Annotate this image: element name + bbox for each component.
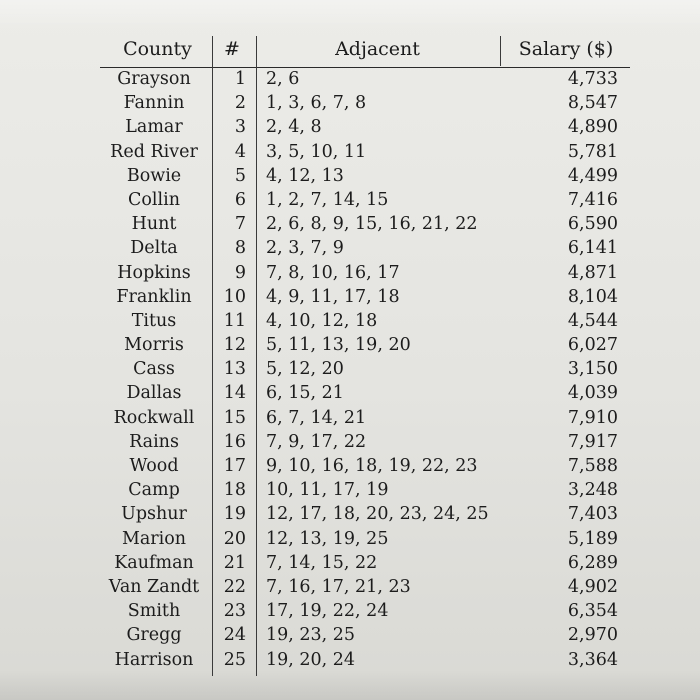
number-cell: 6 <box>234 189 246 210</box>
table-row <box>100 164 630 188</box>
salary-cell: 4,890 <box>567 117 618 138</box>
salary-cell: 8,547 <box>567 93 618 114</box>
salary-cell: 7,917 <box>567 431 618 452</box>
photo-lighting-bottom <box>0 670 700 700</box>
salary-cell: 6,027 <box>567 335 618 356</box>
number-cell: 12 <box>223 335 246 356</box>
number-cell: 2 <box>234 93 246 114</box>
county-cell: Gregg <box>126 625 182 646</box>
county-cell: Franklin <box>116 286 192 307</box>
number-cell: 8 <box>234 238 246 259</box>
number-cell: 15 <box>223 407 246 428</box>
adjacent-cell: 5, 11, 13, 19, 20 <box>266 335 411 356</box>
table-row <box>100 648 630 672</box>
table-row <box>100 454 630 478</box>
header-county: County <box>123 38 192 60</box>
salary-cell: 6,354 <box>567 601 618 622</box>
salary-cell: 6,590 <box>567 214 618 235</box>
county-cell: Wood <box>129 456 179 476</box>
salary-cell: 8,104 <box>567 286 618 307</box>
number-cell: 10 <box>223 286 246 307</box>
number-cell: 24 <box>223 625 246 646</box>
adjacent-cell: 19, 23, 25 <box>266 625 356 646</box>
number-cell: 22 <box>223 576 246 597</box>
salary-cell: 7,403 <box>567 504 618 525</box>
salary-cell: 4,733 <box>567 69 618 89</box>
table-header <box>100 34 630 68</box>
table-row <box>100 381 630 405</box>
adjacent-cell: 2, 3, 7, 9 <box>266 238 344 259</box>
county-cell: Hunt <box>131 214 177 235</box>
salary-cell: 5,781 <box>567 141 618 162</box>
table-row <box>100 212 630 236</box>
photo-lighting-top <box>0 0 700 30</box>
adjacent-cell: 2, 6 <box>266 69 300 89</box>
adjacent-cell: 17, 19, 22, 24 <box>266 601 389 622</box>
table-row <box>100 67 630 91</box>
number-cell: 21 <box>223 552 246 573</box>
header-salary: Salary ($) <box>518 38 614 60</box>
table-row <box>100 599 630 623</box>
table-row <box>100 285 630 309</box>
adjacent-cell: 6, 7, 14, 21 <box>266 407 367 428</box>
table-row <box>100 236 630 260</box>
number-cell: 16 <box>223 431 246 452</box>
county-cell: Kaufman <box>114 552 194 573</box>
adjacent-cell: 4, 12, 13 <box>266 165 344 186</box>
county-cell: Bowie <box>126 165 182 186</box>
salary-cell: 7,910 <box>567 407 618 428</box>
adjacent-cell: 7, 16, 17, 21, 23 <box>266 576 411 597</box>
adjacent-cell: 12, 17, 18, 20, 23, 24, 25 <box>266 504 489 525</box>
number-cell: 5 <box>234 165 246 186</box>
adjacent-cell: 7, 9, 17, 22 <box>266 431 367 452</box>
salary-cell: 3,150 <box>567 359 618 380</box>
adjacent-cell: 3, 5, 10, 11 <box>266 141 367 162</box>
column-divider-adjacent <box>500 36 501 66</box>
header-adjacent: Adjacent <box>335 38 420 60</box>
salary-cell: 3,248 <box>567 480 618 501</box>
table-row <box>100 91 630 115</box>
adjacent-cell: 2, 4, 8 <box>266 117 322 138</box>
salary-cell: 4,871 <box>567 262 618 283</box>
number-cell: 19 <box>223 504 246 525</box>
adjacent-cell: 1, 2, 7, 14, 15 <box>266 189 389 210</box>
adjacent-cell: 4, 10, 12, 18 <box>266 310 378 331</box>
number-cell: 18 <box>223 480 246 501</box>
salary-cell: 4,039 <box>567 383 618 404</box>
county-cell: Red River <box>110 141 198 162</box>
county-cell: Cass <box>133 359 175 380</box>
table-row <box>100 406 630 430</box>
salary-cell: 2,970 <box>567 625 618 646</box>
county-cell: Fannin <box>123 93 185 114</box>
header-number: # <box>224 38 240 60</box>
salary-cell: 3,364 <box>567 649 618 670</box>
number-cell: 4 <box>234 141 246 162</box>
number-cell: 20 <box>223 528 246 549</box>
county-cell: Harrison <box>114 649 194 670</box>
county-cell: Hopkins <box>117 262 191 283</box>
adjacent-cell: 7, 14, 15, 22 <box>266 552 378 573</box>
table-row <box>100 623 630 647</box>
number-cell: 23 <box>223 601 246 622</box>
table-row <box>100 115 630 139</box>
table-row <box>100 478 630 502</box>
county-cell: Dallas <box>126 383 182 404</box>
table-row <box>100 357 630 381</box>
number-cell: 1 <box>234 69 246 89</box>
table-row <box>100 333 630 357</box>
county-cell: Marion <box>121 528 187 549</box>
salary-cell: 4,499 <box>567 165 618 186</box>
salary-cell: 4,544 <box>567 310 618 331</box>
county-cell: Camp <box>128 480 180 501</box>
salary-cell: 7,416 <box>567 189 618 210</box>
table-row <box>100 140 630 164</box>
adjacent-cell: 10, 11, 17, 19 <box>266 480 389 501</box>
county-cell: Collin <box>128 189 180 210</box>
table-row <box>100 527 630 551</box>
county-cell: Rains <box>129 431 179 452</box>
number-cell: 3 <box>234 117 246 138</box>
adjacent-cell: 9, 10, 16, 18, 19, 22, 23 <box>266 456 478 476</box>
table-row <box>100 430 630 454</box>
county-cell: Delta <box>130 238 178 259</box>
table-row <box>100 261 630 285</box>
county-cell: Lamar <box>125 117 183 138</box>
county-cell: Morris <box>124 335 184 356</box>
county-cell: Titus <box>131 310 177 331</box>
number-cell: 25 <box>223 649 246 670</box>
county-cell: Rockwall <box>113 407 195 428</box>
number-cell: 17 <box>223 456 246 476</box>
salary-cell: 6,141 <box>567 238 618 259</box>
county-cell: Upshur <box>121 504 187 525</box>
adjacent-cell: 6, 15, 21 <box>266 383 344 404</box>
table-row <box>100 188 630 212</box>
salary-cell: 4,902 <box>567 576 618 597</box>
table-row <box>100 575 630 599</box>
number-cell: 14 <box>223 383 246 404</box>
adjacent-cell: 2, 6, 8, 9, 15, 16, 21, 22 <box>266 214 478 235</box>
adjacent-cell: 1, 3, 6, 7, 8 <box>266 93 367 114</box>
salary-cell: 6,289 <box>567 552 618 573</box>
number-cell: 11 <box>223 310 246 331</box>
county-cell: Smith <box>127 601 181 622</box>
adjacent-cell: 12, 13, 19, 25 <box>266 528 389 549</box>
county-cell: Grayson <box>117 69 191 89</box>
salary-cell: 7,588 <box>567 456 618 476</box>
adjacent-cell: 4, 9, 11, 17, 18 <box>266 286 400 307</box>
table-row <box>100 551 630 575</box>
number-cell: 9 <box>234 262 246 283</box>
number-cell: 13 <box>223 359 246 380</box>
county-cell: Van Zandt <box>108 576 200 597</box>
table-body <box>100 67 630 672</box>
salary-cell: 5,189 <box>567 528 618 549</box>
table-row <box>100 502 630 526</box>
table-row <box>100 309 630 333</box>
adjacent-cell: 19, 20, 24 <box>266 649 356 670</box>
adjacent-cell: 7, 8, 10, 16, 17 <box>266 262 400 283</box>
number-cell: 7 <box>234 214 246 235</box>
adjacent-cell: 5, 12, 20 <box>266 359 344 380</box>
